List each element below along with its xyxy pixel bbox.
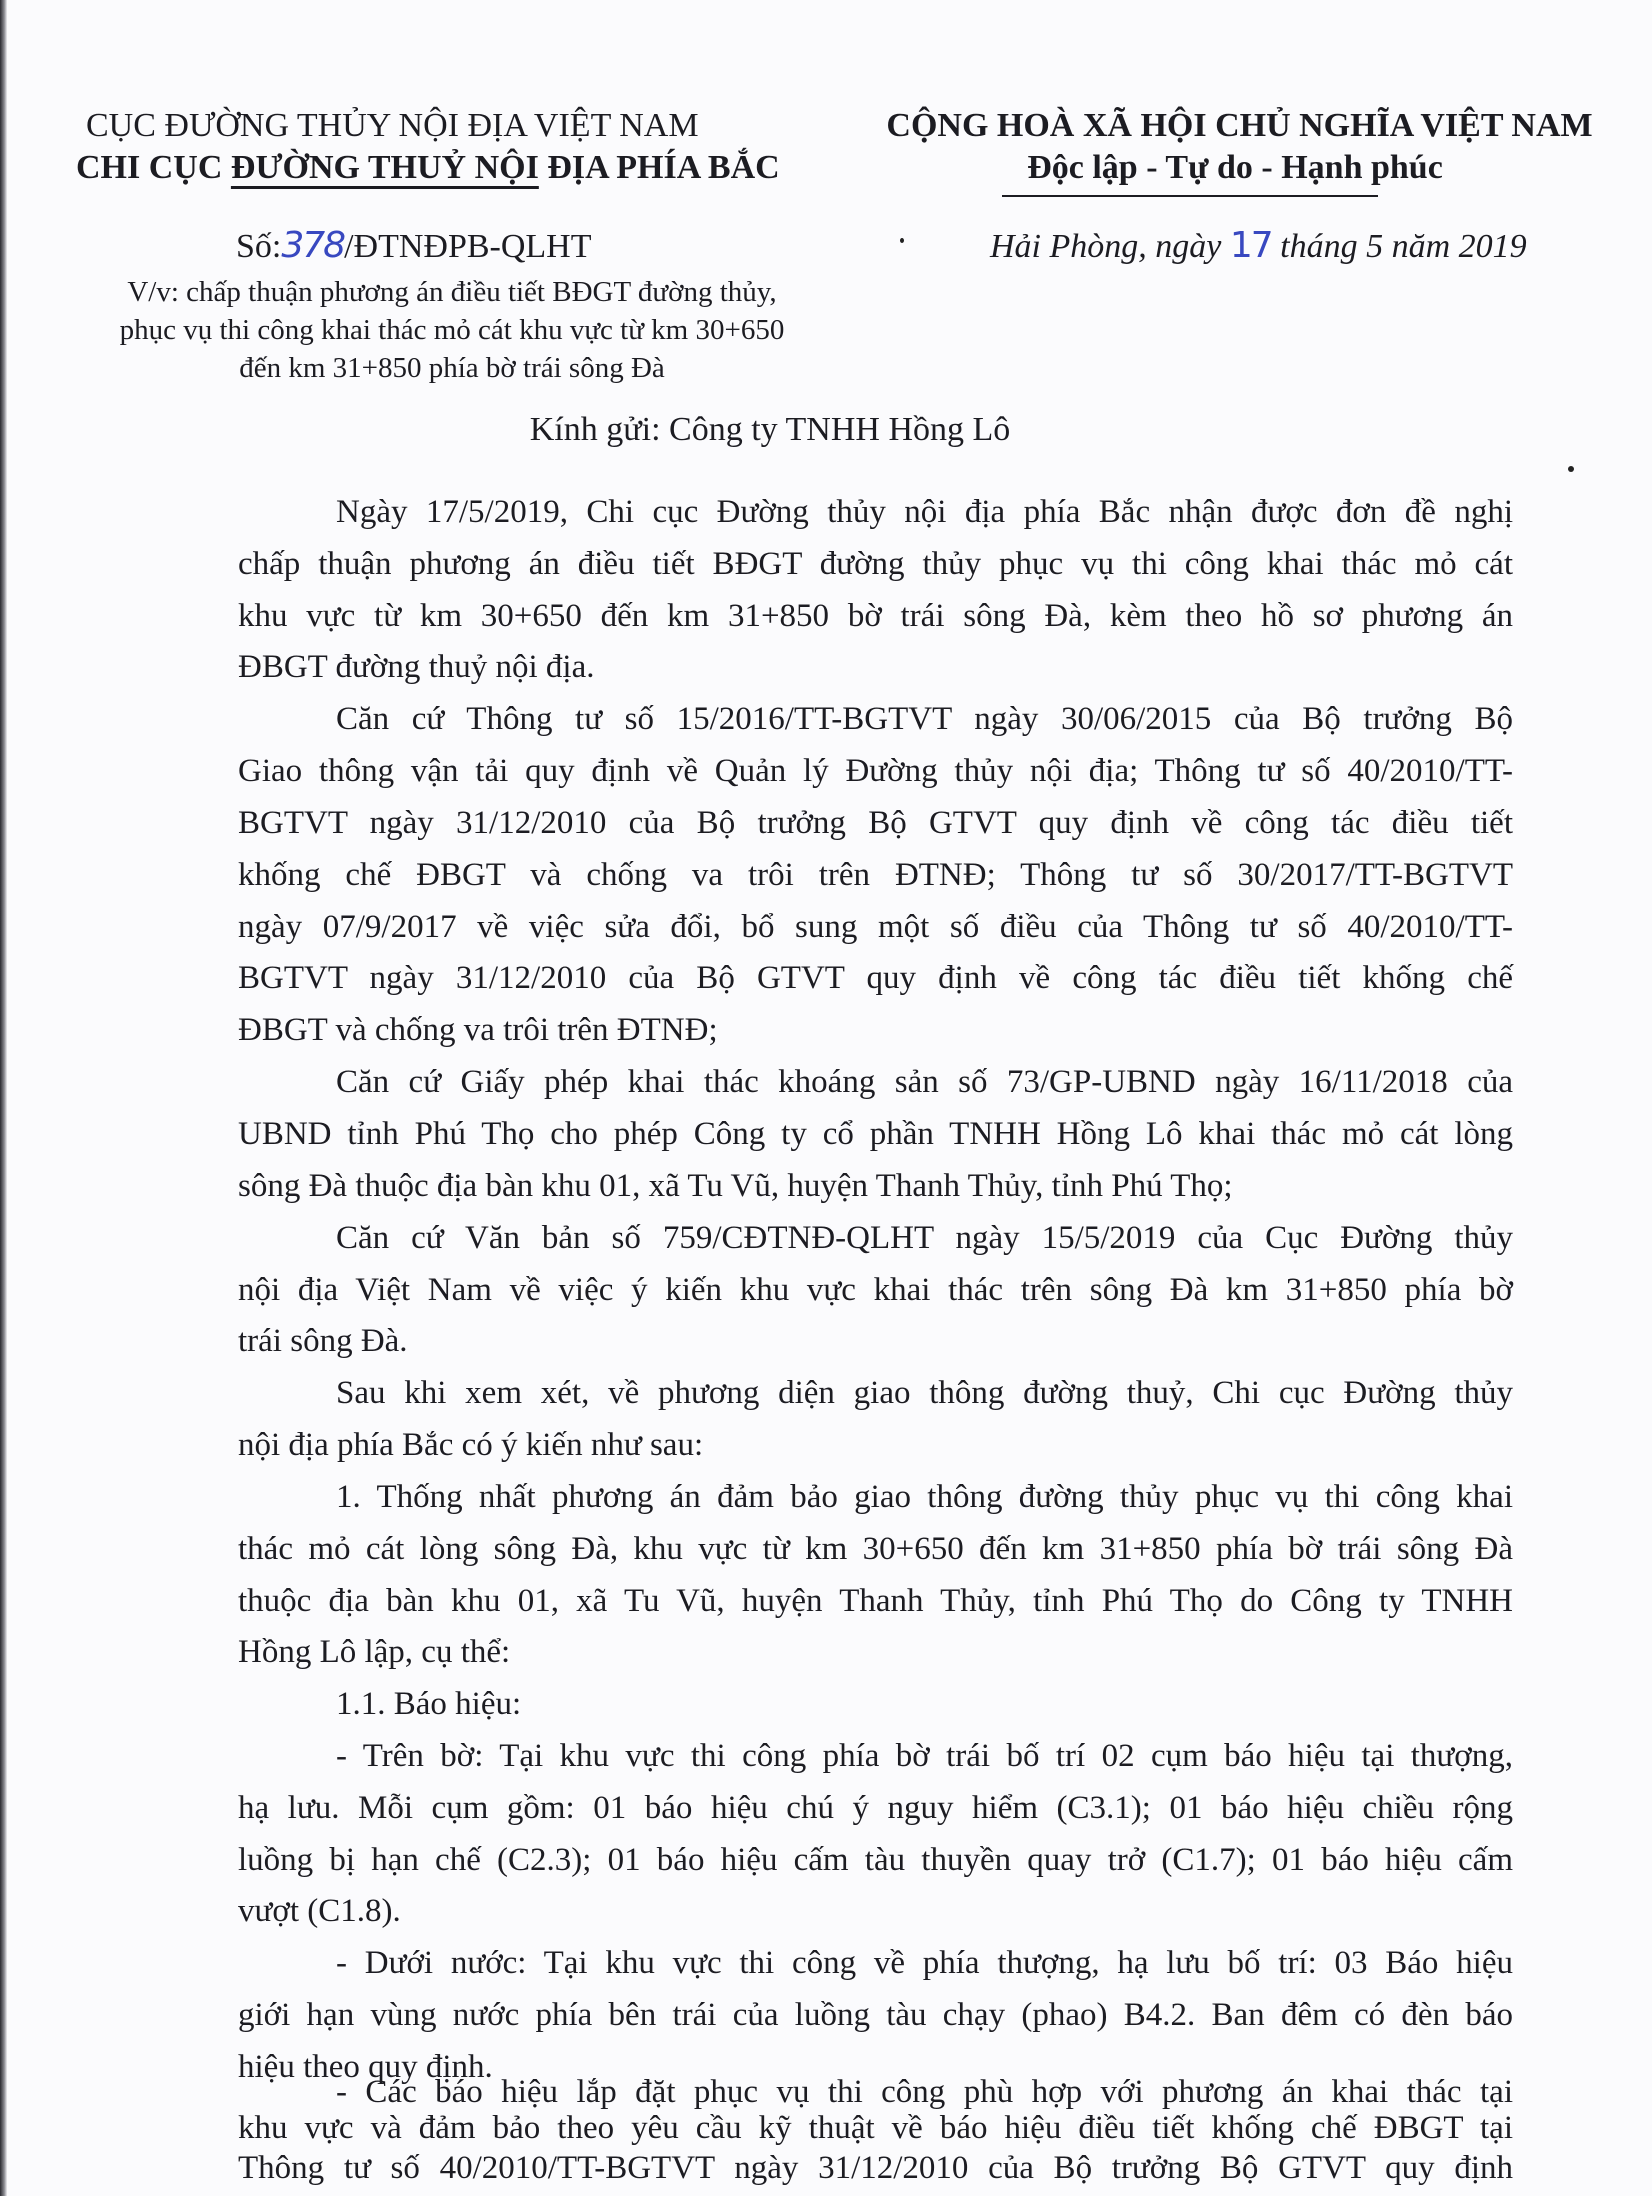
- subject-line: đến km 31+850 phía bờ trái sông Đà: [239, 352, 665, 384]
- agency-name-prefix: CHI CỤC: [76, 149, 231, 186]
- number-prefix: Số:: [236, 228, 282, 265]
- section-heading: 1.1. Báo hiệu:: [336, 1686, 522, 1722]
- body-line: - Các báo hiệu lắp đặt phục vụ thi công phù hợp với phương án khai thác tại: [336, 2074, 1513, 2110]
- agency-name-suffix: ĐỊA PHÍA BẮC: [538, 149, 780, 186]
- agency-name-underlined: ĐƯỜNG THUỶ NỘI: [230, 149, 539, 186]
- body-line: khu vực từ km 30+650 đến km 31+850 bờ trái sông Đà, kèm theo hồ sơ phương án: [238, 598, 1513, 634]
- number-suffix: /ĐTNĐPB-QLHT: [344, 228, 592, 265]
- body-line: hiệu theo quy định.: [238, 2049, 493, 2085]
- body-line: sông Đà thuộc địa bàn khu 01, xã Tu Vũ, huyện Thanh Thủy, tỉnh Phú Thọ;: [238, 1168, 1233, 1204]
- date-suffix: tháng 5 năm 2019: [1271, 228, 1527, 265]
- document-date: [990, 226, 1527, 267]
- document-number: [236, 226, 592, 267]
- country-name: CỘNG HOÀ XÃ HỘI CHỦ NGHĨA VIỆT NAM: [886, 107, 1593, 144]
- body-line: trái sông Đà.: [238, 1323, 408, 1359]
- agency-parent: CỤC ĐƯỜNG THỦY NỘI ĐỊA VIỆT NAM: [86, 107, 699, 144]
- scan-speck: [1568, 466, 1574, 472]
- date-day-handwritten: 17: [1229, 225, 1272, 266]
- body-line: thuộc địa bàn khu 01, xã Tu Vũ, huyện Thanh Thủy, tỉnh Phú Thọ do Công ty TNHH: [238, 1583, 1513, 1619]
- body-line: nội địa phía Bắc có ý kiến như sau:: [238, 1427, 704, 1463]
- motto-underline: [1002, 195, 1378, 197]
- body-line: ĐBGT đường thuỷ nội địa.: [238, 649, 595, 685]
- agency-name: [76, 148, 780, 188]
- subject-line: V/v: chấp thuận phương án điều tiết BĐGT đường thủy,: [127, 276, 777, 308]
- number-handwritten: 378: [281, 225, 345, 266]
- recipient: Kính gửi: Công ty TNHH Hồng Lô: [529, 411, 1011, 448]
- body-line: Căn cứ Giấy phép khai thác khoáng sản số 73/GP-UBND ngày 16/11/2018 của: [336, 1064, 1513, 1100]
- subject-line: phục vụ thi công khai thác mỏ cát khu vực từ km 30+650: [119, 314, 785, 346]
- body-line: UBND tỉnh Phú Thọ cho phép Công ty cổ phần TNHH Hồng Lô khai thác mỏ cát lòng: [238, 1116, 1513, 1152]
- body-line: luồng bị hạn chế (C2.3); 01 báo hiệu cấm tàu thuyền quay trở (C1.7); 01 báo hiệu cấm: [238, 1842, 1513, 1878]
- body-line: - Trên bờ: Tại khu vực thi công phía bờ trái bố trí 02 cụm báo hiệu tại thượng,: [336, 1738, 1513, 1774]
- body-line: BGTVT ngày 31/12/2010 của Bộ GTVT quy định về công tác điều tiết khống chế: [238, 960, 1513, 996]
- body-line: Căn cứ Thông tư số 15/2016/TT-BGTVT ngày 30/06/2015 của Bộ trưởng Bộ: [336, 701, 1513, 737]
- scan-edge: [0, 0, 7, 2196]
- body-line: Giao thông vận tải quy định về Quản lý Đường thủy nội địa; Thông tư số 40/2010/TT-: [238, 753, 1513, 789]
- motto: Độc lập - Tự do - Hạnh phúc: [1027, 149, 1443, 186]
- scan-speck: [900, 238, 904, 243]
- body-line: vượt (C1.8).: [238, 1893, 401, 1929]
- body-line: Hồng Lô lập, cụ thể:: [238, 1634, 511, 1670]
- body-line: Thông tư số 40/2010/TT-BGTVT ngày 31/12/2010 của Bộ trưởng Bộ GTVT quy định: [238, 2150, 1513, 2186]
- body-line: Ngày 17/5/2019, Chi cục Đường thủy nội địa phía Bắc nhận được đơn đề nghị: [336, 494, 1513, 530]
- body-line: giới hạn vùng nước phía bên trái của luồng tàu chạy (phao) B4.2. Ban đêm có đèn báo: [238, 1997, 1513, 2033]
- body-line: hạ lưu. Mỗi cụm gồm: 01 báo hiệu chú ý nguy hiểm (C3.1); 01 báo hiệu chiều rộng: [238, 1790, 1513, 1826]
- body-line: chấp thuận phương án điều tiết BĐGT đường thủy phục vụ thi công khai thác mỏ cát: [238, 546, 1513, 582]
- body-line: nội địa Việt Nam về việc ý kiến khu vực khai thác trên sông Đà km 31+850 phía bờ: [238, 1272, 1513, 1308]
- body-line: ĐBGT và chống va trôi trên ĐTNĐ;: [238, 1012, 718, 1048]
- body-line: 1. Thống nhất phương án đảm bảo giao thông đường thủy phục vụ thi công khai: [336, 1479, 1513, 1515]
- body-line: ngày 07/9/2017 về việc sửa đổi, bổ sung một số điều của Thông tư số 40/2010/TT-: [238, 909, 1513, 945]
- body-line: khu vực và đảm bảo theo yêu cầu kỹ thuật về báo hiệu điều tiết khống chế ĐBGT tại: [238, 2110, 1513, 2146]
- body-line: - Dưới nước: Tại khu vực thi công về phía thượng, hạ lưu bố trí: 03 Báo hiệu: [336, 1945, 1513, 1981]
- body-line: khống chế ĐBGT và chống va trôi trên ĐTNĐ; Thông tư số 30/2017/TT-BGTVT: [238, 857, 1513, 893]
- body-line: BGTVT ngày 31/12/2010 của Bộ trưởng Bộ GTVT quy định về công tác điều tiết: [238, 805, 1513, 841]
- body-line: thác mỏ cát lòng sông Đà, khu vực từ km 30+650 đến km 31+850 phía bờ trái sông Đà: [238, 1531, 1513, 1567]
- body-line: Sau khi xem xét, về phương diện giao thông đường thuỷ, Chi cục Đường thủy: [336, 1375, 1513, 1411]
- date-prefix: Hải Phòng, ngày: [990, 228, 1230, 265]
- body-line: Căn cứ Văn bản số 759/CĐTNĐ-QLHT ngày 15/5/2019 của Cục Đường thủy: [336, 1220, 1513, 1256]
